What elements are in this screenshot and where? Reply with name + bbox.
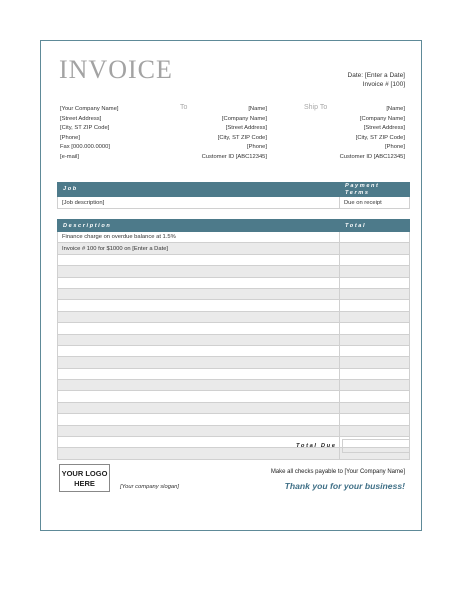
invoice-page: [40, 40, 422, 531]
to-name: [Name]: [248, 106, 267, 112]
table-row: [58, 232, 410, 243]
sender-fax: Fax [000.000.0000]: [60, 144, 110, 151]
total-cell[interactable]: [340, 254, 410, 265]
description-table: [57, 219, 410, 460]
description-cell[interactable]: Invoice # 100 for $1000 on [Enter a Date]: [58, 243, 340, 254]
description-cell[interactable]: [58, 334, 340, 345]
table-row: [58, 288, 410, 299]
table-row: [58, 243, 410, 254]
description-cell[interactable]: [58, 277, 340, 288]
ship-street: [Street Address]: [363, 125, 405, 132]
table-row: [58, 266, 410, 277]
to-phone: [Phone]: [247, 144, 267, 151]
thank-you-message: Thank you for your business!: [284, 481, 405, 491]
description-cell[interactable]: [58, 357, 340, 368]
table-row: [58, 254, 410, 265]
invoice-number: Invoice # [100]: [362, 81, 405, 88]
total-cell[interactable]: [340, 288, 410, 299]
job-table: [57, 182, 410, 209]
to-city: [City, ST ZIP Code]: [217, 134, 267, 141]
description-cell[interactable]: [58, 311, 340, 322]
description-cell[interactable]: [58, 288, 340, 299]
total-cell[interactable]: [340, 300, 410, 311]
to-company: [Company Name]: [221, 115, 267, 122]
table-row: [58, 368, 410, 379]
ship-to-label: Ship To: [304, 104, 328, 111]
total-cell[interactable]: [340, 380, 410, 391]
table-row: [58, 391, 410, 402]
total-column-header: Total: [340, 220, 410, 232]
sender-street: [Street Address]: [60, 115, 102, 122]
payment-terms-cell[interactable]: Due on receipt: [340, 197, 410, 209]
description-cell[interactable]: [58, 414, 340, 425]
to-street: [Street Address]: [225, 125, 267, 132]
total-cell[interactable]: [340, 334, 410, 345]
description-cell[interactable]: [58, 402, 340, 413]
description-column-header: Description: [58, 220, 340, 232]
sender-phone: [Phone]: [60, 134, 80, 141]
total-due-cell[interactable]: [342, 439, 410, 453]
table-row: [58, 425, 410, 436]
ship-to-address: [340, 105, 405, 163]
total-cell[interactable]: [340, 402, 410, 413]
ship-phone: [Phone]: [385, 144, 405, 151]
ship-city: [City, ST ZIP Code]: [355, 134, 405, 141]
company-slogan: [Your company slogan]: [120, 484, 179, 490]
sender-city: [City, ST ZIP Code]: [60, 125, 110, 132]
description-cell[interactable]: [58, 266, 340, 277]
table-row: [58, 323, 410, 334]
ship-name: [Name]: [386, 106, 405, 112]
job-description-cell[interactable]: [Job description]: [58, 197, 340, 209]
description-cell[interactable]: [58, 254, 340, 265]
bill-to-address: [202, 105, 267, 163]
total-cell[interactable]: [340, 425, 410, 436]
ship-company: [Company Name]: [359, 115, 405, 122]
description-cell[interactable]: [58, 323, 340, 334]
table-row: [58, 334, 410, 345]
description-cell[interactable]: [58, 368, 340, 379]
total-cell[interactable]: [340, 311, 410, 322]
date-block: [348, 71, 405, 89]
table-row: [58, 380, 410, 391]
total-cell[interactable]: [340, 345, 410, 356]
table-row: [58, 311, 410, 322]
total-cell[interactable]: [340, 357, 410, 368]
invoice-date: Date: [Enter a Date]: [347, 72, 405, 79]
description-cell[interactable]: [58, 380, 340, 391]
table-row: [58, 300, 410, 311]
total-cell[interactable]: [340, 391, 410, 402]
total-cell[interactable]: [340, 368, 410, 379]
table-row: [58, 277, 410, 288]
description-cell[interactable]: [58, 300, 340, 311]
total-cell[interactable]: [340, 414, 410, 425]
total-cell[interactable]: [340, 232, 410, 243]
table-row: [58, 414, 410, 425]
to-label: To: [180, 104, 188, 111]
invoice-title: INVOICE: [59, 55, 173, 84]
sender-company: [Your Company Name]: [60, 106, 119, 112]
to-customer-id: Customer ID [ABC12345]: [201, 153, 267, 160]
description-cell[interactable]: [58, 345, 340, 356]
total-cell[interactable]: [340, 323, 410, 334]
company-logo: YOUR LOGO HERE: [59, 464, 110, 492]
table-row: [58, 357, 410, 368]
table-row: [58, 402, 410, 413]
total-cell[interactable]: [340, 277, 410, 288]
total-cell[interactable]: [340, 243, 410, 254]
description-cell[interactable]: [58, 391, 340, 402]
job-column-header: Job: [58, 183, 340, 197]
description-cell[interactable]: Finance charge on overdue balance at 1.5%: [58, 232, 340, 243]
table-row: [58, 345, 410, 356]
description-cell[interactable]: [58, 448, 340, 459]
sender-address: [60, 105, 118, 163]
description-cell[interactable]: [58, 425, 340, 436]
total-due-label: Total Due: [296, 443, 337, 449]
checks-payable-note: Make all checks payable to [Your Company Name]: [270, 469, 405, 475]
sender-email: [e-mail]: [60, 153, 80, 160]
payment-terms-column-header: Payment Terms: [340, 183, 410, 197]
total-cell[interactable]: [340, 266, 410, 277]
ship-customer-id: Customer ID [ABC12345]: [339, 153, 405, 160]
